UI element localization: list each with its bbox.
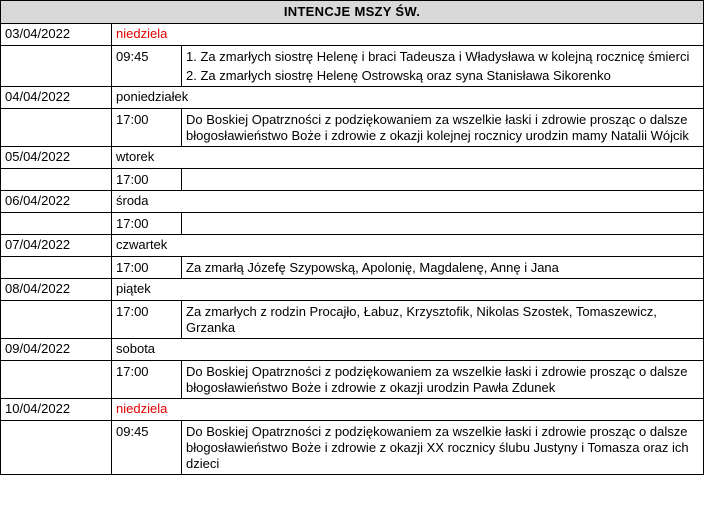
- weekday-cell: niedziela: [112, 24, 704, 46]
- intention-text: Za zmarłych z rodzin Procajło, Łabuz, Krzysztofik, Nikolas Szostek, Tomaszewicz, Grzanka: [186, 304, 657, 335]
- time-cell: 09:45: [112, 46, 182, 87]
- mass-row: [1, 46, 704, 87]
- mass-row: [1, 361, 704, 399]
- time-cell: 17:00: [112, 213, 182, 235]
- date-row: [1, 399, 704, 421]
- intention-cell: [182, 109, 704, 147]
- date-row: [1, 279, 704, 301]
- date-row: [1, 147, 704, 169]
- mass-row: [1, 257, 704, 279]
- date-row: [1, 24, 704, 46]
- weekday-cell: niedziela: [112, 399, 704, 421]
- spacer-cell: [1, 46, 112, 87]
- weekday-cell: środa: [112, 191, 704, 213]
- spacer-cell: [1, 361, 112, 399]
- intention-cell: [182, 257, 704, 279]
- intention-cell: [182, 361, 704, 399]
- weekday-cell: czwartek: [112, 235, 704, 257]
- spacer-cell: [1, 109, 112, 147]
- date-cell: 09/04/2022: [1, 339, 112, 361]
- intention-cell: [182, 301, 704, 339]
- date-row: [1, 87, 704, 109]
- time-cell: 17:00: [112, 169, 182, 191]
- date-cell: 10/04/2022: [1, 399, 112, 421]
- spacer-cell: [1, 421, 112, 475]
- intention-text: Do Boskiej Opatrzności z podziękowaniem za wszelkie łaski i zdrowie prosząc o dalsze błogosławieństwo Boże i zdrowie z okazji kolejnej rocznicy urodzin mamy Natalii Wójcik: [186, 112, 689, 143]
- date-cell: 08/04/2022: [1, 279, 112, 301]
- intention-cell: [182, 421, 704, 475]
- date-row: [1, 235, 704, 257]
- intention-text: 1. Za zmarłych siostrę Helenę i braci Tadeusza i Władysława w kolejną rocznicę śmierci: [186, 49, 690, 64]
- date-cell: 03/04/2022: [1, 24, 112, 46]
- time-cell: 17:00: [112, 109, 182, 147]
- mass-row: [1, 109, 704, 147]
- intention-text: Do Boskiej Opatrzności z podziękowaniem za wszelkie łaski i zdrowie prosząc o dalsze błogosławieństwo Boże i zdrowie z okazji urodzin Pawła Zdunek: [186, 364, 688, 395]
- table-title: INTENCJE MSZY ŚW.: [1, 1, 704, 24]
- mass-row: [1, 421, 704, 475]
- spacer-cell: [1, 213, 112, 235]
- weekday-cell: piątek: [112, 279, 704, 301]
- weekday-cell: poniedziałek: [112, 87, 704, 109]
- mass-row: [1, 213, 704, 235]
- mass-row: [1, 301, 704, 339]
- date-cell: 04/04/2022: [1, 87, 112, 109]
- date-cell: 05/04/2022: [1, 147, 112, 169]
- intention-text: Za zmarłą Józefę Szypowską, Apolonię, Magdalenę, Annę i Jana: [186, 260, 559, 275]
- spacer-cell: [1, 301, 112, 339]
- weekday-cell: wtorek: [112, 147, 704, 169]
- time-cell: 17:00: [112, 257, 182, 279]
- intention-cell: [182, 213, 704, 235]
- intention-text: Do Boskiej Opatrzności z podziękowaniem za wszelkie łaski i zdrowie prosząc o dalsze błogosławieństwo Boże i zdrowie z okazji XX rocznicy ślubu Justyny i Tomasza oraz ich dzieci: [186, 424, 689, 471]
- date-cell: 07/04/2022: [1, 235, 112, 257]
- time-cell: 17:00: [112, 361, 182, 399]
- time-cell: 17:00: [112, 301, 182, 339]
- date-cell: 06/04/2022: [1, 191, 112, 213]
- spacer-cell: [1, 169, 112, 191]
- intention-cell: [182, 46, 704, 87]
- weekday-cell: sobota: [112, 339, 704, 361]
- date-row: [1, 339, 704, 361]
- date-row: [1, 191, 704, 213]
- spacer-cell: [1, 257, 112, 279]
- title-row: [1, 1, 704, 24]
- mass-row: [1, 169, 704, 191]
- time-cell: 09:45: [112, 421, 182, 475]
- intention-text: 2. Za zmarłych siostrę Helenę Ostrowską oraz syna Stanisława Sikorenko: [186, 68, 611, 83]
- intention-cell: [182, 169, 704, 191]
